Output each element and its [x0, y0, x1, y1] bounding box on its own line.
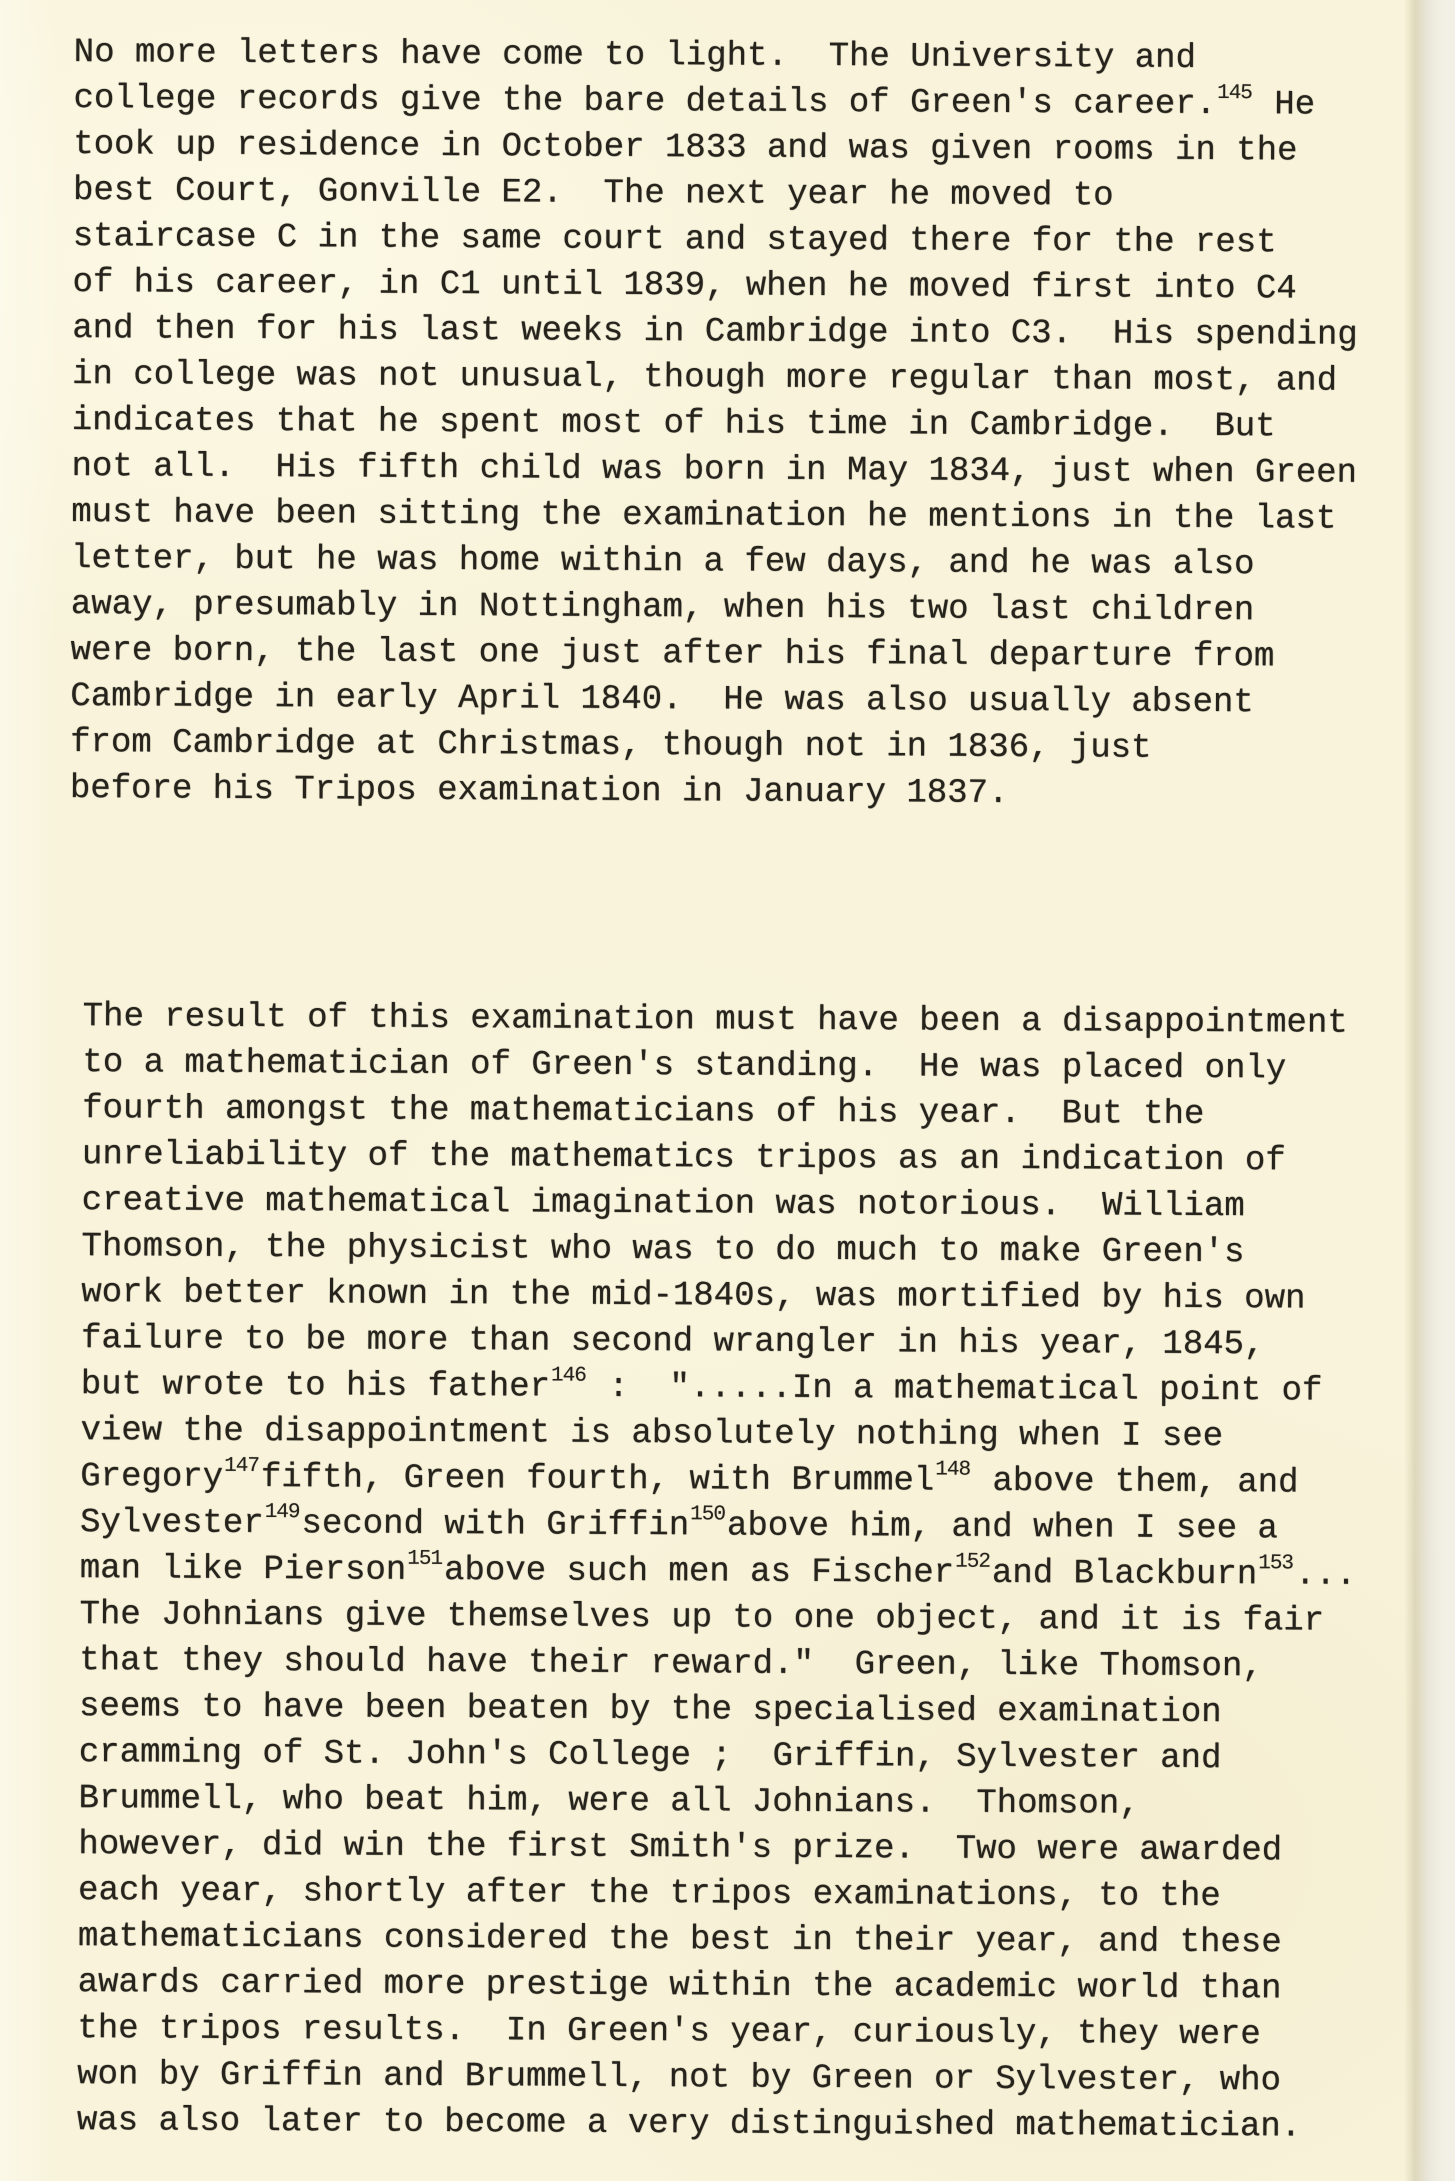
paragraph-1: [70, 30, 1455, 819]
text-line: each year, shortly after the tripos examinations, to the: [77, 1872, 1221, 1917]
text-line: and then for his last weeks in Cambridge into C3. His spending: [72, 310, 1358, 355]
text-line: unreliability of the mathematics tripos as an indication of: [81, 1136, 1286, 1181]
text-line: creative mathematical imagination was notorious. William: [81, 1182, 1245, 1227]
text-line: of his career, in C1 until 1839, when he moved first into C4: [72, 264, 1297, 309]
text-line: away, presumably in Nottingham, when his two last children: [70, 586, 1255, 631]
text-line: but wrote to his father146 : ".....In a mathematical point of: [80, 1364, 1323, 1411]
text-line: Gregory147fifth, Green fourth, with Brummel148 above them, and: [80, 1454, 1299, 1503]
text-line: Brummell, who beat him, were all Johnians. Thomson,: [78, 1780, 1140, 1824]
text-line: from Cambridge at Christmas, though not in 1836, just: [70, 724, 1152, 768]
text-line: fourth amongst the mathematicians of his year. But the: [82, 1090, 1205, 1134]
text-line: Sylvester149second with Griffin150above him, and when I see a: [79, 1501, 1278, 1549]
text-line: The Johnians give themselves up to one object, and it is fair: [79, 1596, 1325, 1641]
text-line: Thomson, the physicist who was to do much to make Green's: [81, 1228, 1245, 1273]
text-line: must have been sitting the examination he mentions in the last: [71, 494, 1337, 539]
text-line: mathematicians considered the best in their year, and these: [77, 1918, 1282, 1963]
text-line: took up residence in October 1833 and was given rooms in the: [73, 126, 1298, 171]
text-line: best Court, Gonville E2. The next year he moved to: [72, 172, 1114, 216]
text-line: won by Griffin and Brummell, not by Green or Sylvester, who: [77, 2056, 1282, 2101]
text-line: however, did win the first Smith's prize. Two were awarded: [78, 1826, 1283, 1871]
text-line: Cambridge in early April 1840. He was also usually absent: [70, 678, 1254, 723]
text-line: not all. His fifth child was born in May 1834, just when Green: [71, 448, 1358, 493]
text-line: that they should have their reward." Green, like Thomson,: [79, 1642, 1263, 1687]
paragraph-2: [77, 994, 1450, 2151]
text-line: No more letters have come to light. The University and: [73, 34, 1196, 78]
text-line: seems to have been beaten by the specialised examination: [78, 1688, 1222, 1733]
text-line: The result of this examination must have been a disappointment: [82, 998, 1348, 1043]
text-line: view the disappointment is absolutely nothing when I see: [80, 1412, 1224, 1457]
text-line: before his Tripos examination in January 1837.: [69, 770, 1009, 813]
text-line: indicates that he spent most of his time in Cambridge. But: [71, 402, 1276, 447]
text-line: letter, but he was home within a few days, and he was also: [70, 540, 1255, 585]
text-line: awards carried more prestige within the academic world than: [77, 1964, 1282, 2009]
text-line: to a mathematician of Green's standing. He was placed only: [82, 1044, 1287, 1089]
text-line: man like Pierson151above such men as Fischer152and Blackburn153...: [79, 1547, 1357, 1595]
text-line: cramming of St. John's College ; Griffin, Sylvester and: [78, 1734, 1222, 1779]
text-line: the tripos results. In Green's year, curiously, they were: [77, 2010, 1261, 2055]
text-line: work better known in the mid-1840s, was mortified by his own: [81, 1274, 1306, 1319]
page-right-edge: [1404, 0, 1455, 2181]
text-line: college records give the bare details of Green's career.145 He: [73, 80, 1316, 125]
text-line: in college was not unusual, though more regular than most, and: [71, 356, 1338, 401]
text-line: was also later to become a very distinguished mathematician.: [76, 2102, 1302, 2147]
text-line: staircase C in the same court and stayed there for the rest: [72, 218, 1277, 263]
text-line: were born, the last one just after his final departure from: [70, 632, 1275, 677]
text-line: failure to be more than second wrangler in his year, 1845,: [80, 1320, 1265, 1365]
